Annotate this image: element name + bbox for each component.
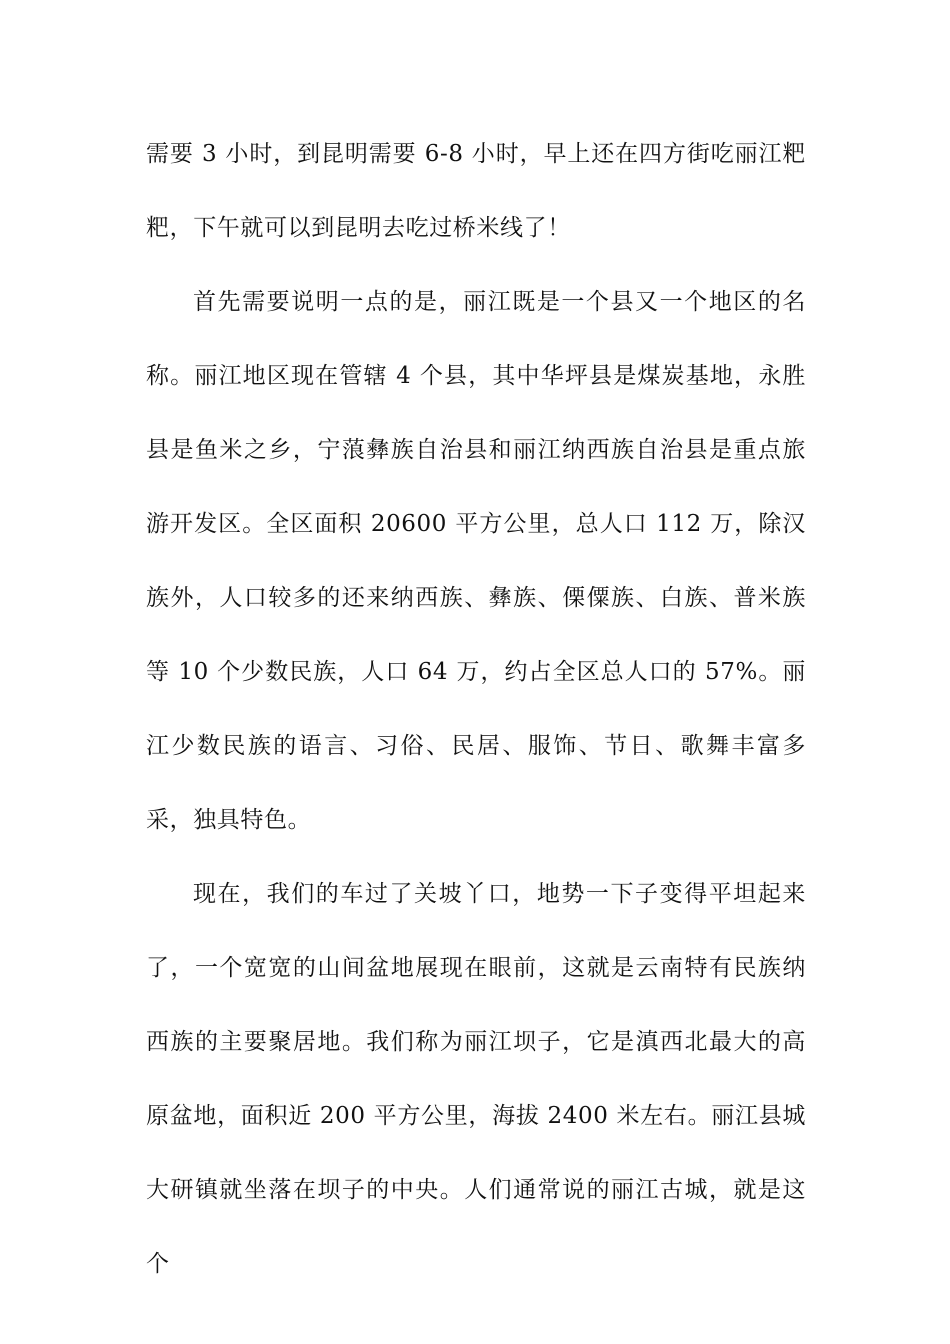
paragraph-lijiang-basin (146, 857, 806, 1301)
paragraph-3-text: 现在，我们的车过了关坡丫口，地势一下子变得平坦起来了，一个宽宽的山间盆地展现在眼前，这就是云南特有民族纳西族的主要聚居地。我们称为丽江坝子，它是滇西北最大的高原盆地，面积近 200 平方公里，海拔 2400 米左右。丽江县城大研镇就坐落在坝子的中央。人们通常说的丽江古城，就是这个 (146, 881, 806, 1277)
paragraph-lijiang-region (146, 265, 806, 857)
paragraph-1-text: 需要 3 小时，到昆明需要 6-8 小时，早上还在四方街吃丽江粑粑，下午就可以到昆明去吃过桥米线了！ (146, 141, 806, 241)
paragraph-2-text: 首先需要说明一点的是，丽江既是一个县又一个地区的名称。丽江地区现在管辖 4 个县，其中华坪县是煤炭基地，永胜县是鱼米之乡，宁蒗彝族自治县和丽江纳西族自治县是重点旅游开发区。全区面积 20600 平方公里，总人口 112 万，除汉族外，人口较多的还来纳西族、彝族、傈僳族、白族、普米族等 10 个少数民族，人口 64 万，约占全区总人口的 57%。丽江少数民族的语言、习俗、民居、服饰、节日、歌舞丰富多采，独具特色。 (146, 289, 806, 833)
paragraph-continuation (146, 117, 806, 265)
